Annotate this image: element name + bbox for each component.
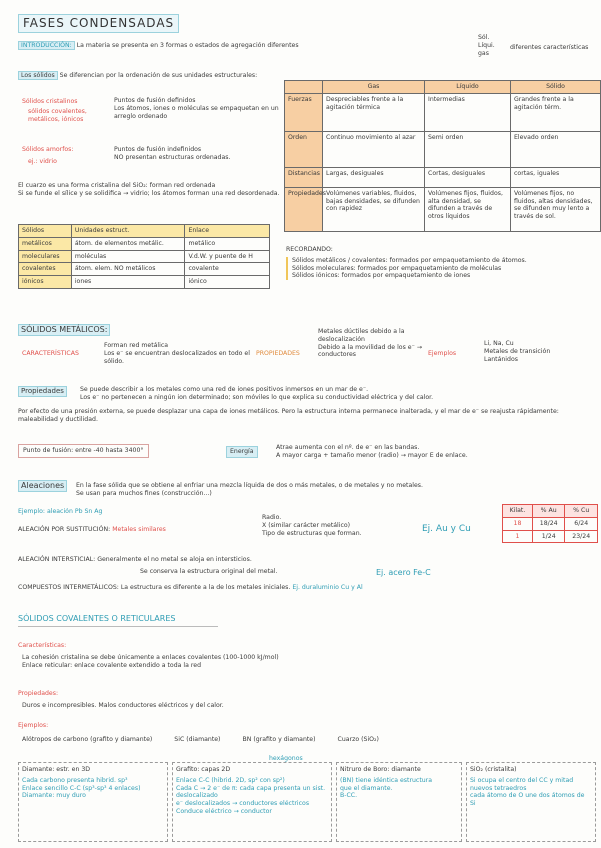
comp-row (18, 584, 363, 592)
caja-linea: Cada carbono presenta hibrid. sp³ (22, 776, 128, 784)
energia-e2: A mayor carga + tamaño menor (radio) → mayor E de enlace. (276, 451, 468, 459)
comp-label: COMPUESTOS INTERMETÁLICOS: (18, 584, 119, 591)
table-cell: átom. elem. NO metálicos (71, 263, 185, 276)
caja-linea: que el diamante. (340, 784, 393, 792)
caja-linea: Enlace sencillo C-C (sp³-sp³ 4 enlaces) (22, 784, 141, 792)
inter-label: ALEACIÓN INTERSTICIAL: (18, 556, 96, 563)
caja-nitruro (336, 762, 462, 842)
metalicos-p1: Metales dúctiles debido a la deslocalización (318, 328, 405, 343)
table-cell: Volúmenes fijos, fluidos, alta densidad, se difunden a través de otros líquidos (425, 187, 511, 231)
table-cell: Grandes frente a la agitación térm. (511, 93, 601, 131)
tabla-kilates-header (503, 505, 598, 518)
amorfos-props (114, 146, 284, 162)
table-cell: cortas, iguales (511, 167, 601, 187)
divider (18, 626, 218, 627)
tabla-unidades (18, 224, 270, 289)
caja-diamante (18, 762, 168, 842)
comp-text: La estructura es diferente a la de los metales iniciales. (120, 584, 291, 591)
ejemplo-item: Metales de transición (484, 347, 551, 355)
metalicos-c2: Los e⁻ se encuentran deslocalizados en todo el sólido. (104, 349, 250, 365)
energia-e1: Atrae aumenta con el nº. de e⁻ en las bandas. (276, 444, 420, 451)
cuarzo-1: El cuarzo es una forma cristalina del SiO₂: forman red ordenada (18, 182, 216, 189)
table-cell: Propiedades (285, 187, 323, 231)
caja-linea: cada átomo de O une dos átomos de Si (470, 792, 585, 807)
table-cell: Fuerzas (285, 93, 323, 131)
table-row (503, 530, 598, 543)
table-cell: Intermedias (425, 93, 511, 131)
cov-ej-heading: Ejemplos: (18, 722, 49, 729)
page-title: FASES CONDENSADAS (18, 14, 179, 33)
table-cell: átom. de elementos metálic. (71, 237, 185, 250)
sust-props (262, 514, 402, 537)
th-liquido: Líquido (425, 81, 511, 94)
propiedades-p1: Se puede describir a los metales como una red de iones positivos inmersos en un mar de e⁻. (80, 386, 369, 393)
cov-prop-heading: Propiedades: (18, 690, 59, 697)
table-row (285, 131, 601, 167)
table-cell: 18 (503, 517, 533, 530)
intro-states (478, 34, 495, 57)
solidos-heading: Los sólidos (18, 71, 58, 80)
solidos-text: Se diferencian por la ordenación de sus unidades estructurales: (59, 72, 258, 79)
table-row (285, 93, 601, 131)
metalicos-c1: Forman red metálica (104, 342, 169, 349)
aleaciones-a1: En la fase sólida que se obtiene al enfriar una mezcla líquida de dos o más metales, o de metales y no metales. (76, 482, 423, 489)
energia-tag: Energía (226, 446, 258, 458)
cov-ej: BN (grafito y diamante) (242, 736, 316, 743)
table-row (503, 517, 598, 530)
inter-row (18, 556, 252, 564)
propiedades-p2: Los e⁻ no pertenecen a ningún ion determinado; son móviles lo que explica su conductividad eléctrica y del calor. (80, 393, 434, 401)
metalicos-caract-tag: CARACTERÍSTICAS (22, 350, 79, 357)
table-row (285, 187, 601, 231)
caja-titulo: SiO₂ (cristalita) (470, 766, 517, 773)
table-cell: iones (71, 276, 185, 289)
recordando-item: Sólidos metálicos / covalentes: formados por empaquetamiento de átomos. (292, 256, 527, 264)
cov-c1: La cohesión cristalina se debe únicamente a enlaces covalentes (100-1000 kJ/mol) (22, 654, 279, 661)
sust-prop: X (similar carácter metálico) (262, 521, 351, 529)
inter-text: Generalmente el no metal se aloja en intersticios. (97, 556, 252, 563)
caja-linea: Enlace C-C (hibrid. 2D, sp² con sp²) (176, 776, 285, 784)
table-cell: Continuo movimiento al azar (323, 131, 425, 167)
metalicos-prop-tag: PROPIEDADES (256, 350, 300, 357)
cristalinos-p1: Puntos de fusión definidos (114, 97, 196, 104)
th-gas: Gas (323, 81, 425, 94)
propiedades-heading: Propiedades (18, 386, 67, 397)
cov-p1: Duros e incompresibles. Malos conductores eléctricos y del calor. (22, 702, 224, 709)
cov-ej: SiC (diamante) (174, 736, 221, 743)
inter-text2: Se conserva la estructura original del metal. (140, 568, 278, 575)
sust-label: ALEACIÓN POR SUSTITUCIÓN: (18, 526, 111, 533)
cuarzo-notes (18, 182, 283, 198)
cristalinos-sub: sólidos covalentes, metálicos, iónicos (28, 108, 87, 123)
th-empty (285, 81, 323, 94)
propiedades-list (80, 386, 590, 402)
th-unidades: Unidades estruct. (71, 225, 185, 238)
tabla-unidades-header (19, 225, 270, 238)
cov-caract-heading: Características: (18, 642, 67, 649)
comp-ej: Ej. duraluminio Cu y Al (292, 584, 363, 591)
cov-ej: Cuarzo (SiO₂) (337, 736, 379, 743)
table-cell: 1 (503, 530, 533, 543)
table-cell: moleculares (19, 250, 72, 263)
table-cell: 18/24 (532, 517, 565, 530)
table-cell: Orden (285, 131, 323, 167)
cov-c2: Enlace reticular: enlace covalente extendido a toda la red (22, 661, 202, 669)
caja-titulo: Nitruro de Boro: diamante (340, 766, 421, 773)
cristalinos-p2: Los átomos, iones o moléculas se empaquetan en un arreglo ordenado (114, 104, 279, 120)
cov-caract-list (22, 654, 592, 670)
th-solidos: Sólidos (19, 225, 72, 238)
table-cell: 6/24 (565, 517, 598, 530)
table-cell: Distancias (285, 167, 323, 187)
ejemplo-item: Li, Na, Cu (484, 340, 514, 347)
covalentes-heading: SÓLIDOS COVALENTES O RETICULARES (18, 614, 176, 623)
state-solid: Sól. (478, 34, 490, 41)
table-row (19, 276, 270, 289)
amorfos-p2: NO presentan estructuras ordenadas. (114, 153, 231, 161)
caja-titulo: Diamante: estr. en 3D (22, 766, 91, 773)
table-row (285, 167, 601, 187)
energia-list (276, 444, 596, 460)
th-enlace: Enlace (185, 225, 270, 238)
intro-heading: INTRODUCCIÓN: (18, 41, 75, 50)
caja-grafito (172, 755, 332, 842)
recordando-heading: RECORDANDO: (286, 246, 333, 253)
table-cell: Volúmenes fijos, no fluidos, altas densidades, se difunden muy lento a través de sol. (511, 187, 601, 231)
aleaciones-heading: Aleaciones (18, 480, 67, 492)
caja-linea: Diamante: muy duro (22, 792, 86, 800)
caja-nota: hexágonos (269, 755, 303, 762)
state-gas: gas (478, 49, 489, 57)
table-cell: Elevado orden (511, 131, 601, 167)
caja-linea: (BN) tiene idéntica estructura (340, 776, 433, 784)
cuarzo-2: Si se funde el sílice y se solidifica → vidrio; los átomos forman una red desordenada. (18, 189, 280, 197)
aleaciones-ejemplo: Ejemplo: aleación Pb Sn Ag (18, 508, 103, 515)
tabla-kilates (502, 504, 598, 543)
caja-sio2 (466, 762, 596, 842)
table-cell: covalentes (19, 263, 72, 276)
table-cell: Semi orden (425, 131, 511, 167)
state-liquid: Líqui. (478, 41, 495, 49)
table-cell: iónico (185, 276, 270, 289)
th-kilat: Kilat. (503, 505, 533, 518)
caja-linea: Cada C → 2 e⁻ de π: cada capa presenta un sist. deslocalizado (176, 784, 326, 800)
inter-ej: Ej. acero Fe-C (376, 568, 431, 577)
ejemplo-item: Lantánidos (484, 355, 518, 363)
th-au: % Au (532, 505, 565, 518)
table-cell: 23/24 (565, 530, 598, 543)
metalicos-ej-tag: Ejemplos (428, 350, 457, 357)
table-cell: Despreciables frente a la agitación térmica (323, 93, 425, 131)
table-cell: 1/24 (532, 530, 565, 543)
amorfos-p1: Puntos de fusión indefinidos (114, 146, 202, 153)
aleaciones-a2: Se usan para muchos fines (construcción...) (76, 489, 212, 497)
tabla-estados (284, 80, 601, 232)
metalicos-caract-list (104, 342, 254, 365)
sust-prop: Radio. (262, 514, 282, 521)
cov-ej: Alótropos de carbono (grafito y diamante) (22, 736, 153, 743)
caja-linea: Si ocupa el centro del CC y mitad nuevos tetraedros (470, 776, 574, 792)
cristalinos-props (114, 97, 284, 120)
table-cell: metálico (185, 237, 270, 250)
table-cell: Largas, desiguales (323, 167, 425, 187)
th-cu: % Cu (565, 505, 598, 518)
table-row (19, 237, 270, 250)
amorfos-label: Sólidos amorfos: (22, 146, 74, 153)
table-row (19, 250, 270, 263)
recordando-item: Sólidos moleculares: formados por empaquetamiento de moléculas (292, 264, 502, 272)
amorfos-sub: ej.: vidrio (28, 158, 57, 165)
recordando-item: Sólidos iónicos: formados por empaquetamiento de iones (292, 272, 471, 280)
caja-linea: e⁻ deslocalizados → conductores eléctricos (176, 800, 310, 807)
propiedades-p3: Por efecto de una presión externa, se puede desplazar una capa de iones metálicos. Pero la estructura interna permanece inalterada, y el mar de e⁻ se reajusta rápidamente: maleabilidad y ductilidad. (18, 408, 559, 423)
table-cell: covalente (185, 263, 270, 276)
metalicos-ej-list (484, 340, 594, 363)
metalicos-heading: SÓLIDOS METÁLICOS: (18, 324, 110, 336)
tabla-estados-header (285, 81, 601, 94)
sust-prop: Tipo de estructuras que forman. (262, 529, 362, 537)
table-cell: Volúmenes variables, fluidos, bajas densidades, se difunden con rapidez (323, 187, 425, 231)
aleaciones-list (76, 482, 596, 498)
fusion-box: Punto de fusión: entre -40 hasta 3400° (18, 444, 149, 458)
table-row (19, 263, 270, 276)
intro-tail: diferentes características (510, 44, 589, 51)
sust-row (18, 526, 166, 534)
caja-titulo: Grafito: capas 2D (176, 766, 231, 773)
caja-linea: Conduce eléctrico → conductor (176, 807, 272, 815)
sust-text: Metales similares (112, 526, 166, 533)
th-solido: Sólido (511, 81, 601, 94)
cristalinos-label: Sólidos cristalinos (22, 98, 78, 105)
table-cell: Cortas, desiguales (425, 167, 511, 187)
intro-text: La materia se presenta en 3 formas o estados de agregación diferentes (76, 42, 299, 49)
table-cell: moléculas (71, 250, 185, 263)
table-cell: metálicos (19, 237, 72, 250)
sust-ej: Ej. Au y Cu (422, 524, 471, 534)
table-cell: iónicos (19, 276, 72, 289)
table-cell: V.d.W. y puente de H (185, 250, 270, 263)
recordando-section (286, 246, 596, 280)
caja-linea: B-CC. (340, 792, 358, 800)
metalicos-p2: Debido a la movilidad de los e⁻ → conductores (318, 343, 423, 359)
cov-ej-list (22, 736, 592, 744)
metalicos-prop-list (318, 328, 422, 359)
solidos-section (18, 72, 283, 80)
